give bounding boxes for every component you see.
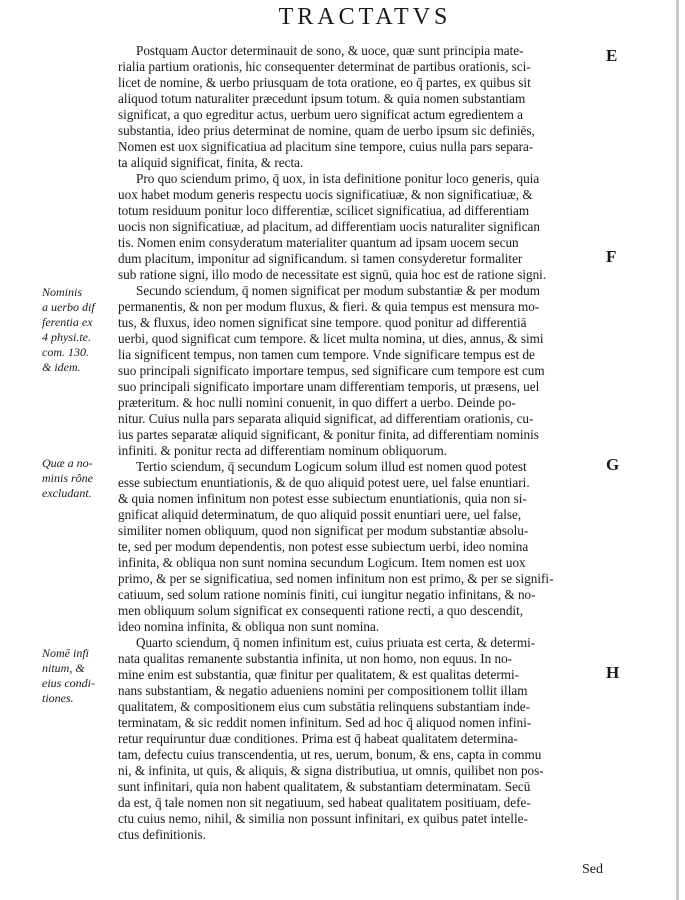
margin-note-line: eius condi- [42,676,95,690]
text-line: retur requiruntur duæ conditiones. Prima est q̄ habeat qualitatem determina- [118,731,518,746]
page-edge [676,0,679,900]
text-line: uocis non significatiuæ, ad placitum, ad differentiam uocis naturaliter significan [118,219,541,234]
text-line: primo, & per se significatiua, sed nomen infinitum non est primo, & per se signifi- [118,571,554,586]
text-line: suo principali significato importare unam differentiam temporis, ut præsens, uel [118,379,540,394]
text-line: Postquam Auctor determinauit de sono, & uoce, quæ sunt principia mate- [136,43,524,58]
margin-note-line: ferentia ex [42,315,93,329]
text-line: ctu cuius nemo, nihil, & similia non possunt infinitari, ex quibus patet intelle- [118,811,528,826]
text-line: esse subiectum enuntiationis, & de quo aliquid potest uere, uel false enuntiari. [118,475,530,490]
text-line: te, sed per modum dependentis, non potest esse subiectum uerbi, ideo nomina [118,539,529,554]
margin-note-line: Quæ a no- [42,456,93,470]
margin-letter-f: F [606,247,617,266]
text-line: uox habet modum generis respectu uocis significatiuæ, & non significatiuæ, & [118,187,533,202]
text-line: totum residuum ponitur loco differentiæ, scilicet significatiua, ad differentiam [118,203,530,218]
margin-note-line: tiones. [42,691,74,705]
text-line: præteritum. & hoc nulli nomini conuenit, in quo differt a uerbo. Deinde po- [118,395,516,410]
margin-note-line: excludant. [42,486,92,500]
text-line: terminatam, & sic reddit nomen infinitum. Sed ad hoc q̄ aliquod nomen infini- [118,715,532,730]
margin-note-line: Nominis [42,285,83,299]
margin-note-nomen-infinitum [42,646,122,706]
running-head: TRACTATVS [278,4,452,30]
text-line: similiter nomen obliquum, quod non significat per modum substantiæ absolu- [118,523,529,538]
margin-note-line: Nomē infi [42,646,89,660]
margin-letter-h: H [606,663,620,682]
text-line: rialia partium orationis, hic consequenter determinat de partibus orationis, sci- [118,59,531,74]
text-line: Secundo sciendum, q̄ nomen significat per modum substantiæ & per modum [136,283,540,298]
text-line: Tertio sciendum, q̄ secundum Logicum solum illud est nomen quod potest [136,459,527,474]
text-line: tus, & fluxus, ideo nomen significat sine tempore. quod ponitur ad differentiā [118,315,527,330]
text-line: tam, defectu cuius transcendentia, ut res, uerum, bonum, & ens, capta in commu [118,747,542,762]
margin-letter-g: G [606,455,620,474]
text-line: gnificat aliquid determinatum, de quo aliquid possit enuntiari uere, uel false, [118,507,522,522]
text-line: lia significent tempus, non tamen cum tempore. Vnde significare tempus est de [118,347,535,362]
text-line: suo principali significato importare tempus, sed significare cum tempore est cum [118,363,545,378]
text-line: Quarto sciendum, q̄ nomen infinitum est, cuius priuata est certa, & determi- [136,635,536,650]
text-line: significat, a quo egreditur actus, uerbum uero significat actum egredientem a [118,107,524,122]
text-line: nans substantiam, & negatio adueniens nomini per compositionem tollit illam [118,683,528,698]
text-line: aliquod totum naturaliter præcedunt ipsum totum. & quia nomen substantiam [118,91,526,106]
text-line: substantia, ideo prius determinat de nomine, quam de uerbo ipsum sic definiēs, [118,123,535,138]
text-line: mine enim est substantia, quæ finitur per qualitatem, & est qualitas determi- [118,667,520,682]
text-line: ta aliquid significat, finita, & recta. [118,155,304,170]
margin-note-line: a uerbo dif [42,300,95,314]
text-line: ni, & infinita, ut quis, & aliquis, & signa distributiua, ut omnis, quilibet non pos- [118,763,544,778]
text-line: permanentis, & non per modum fluxus, & fieri. & quia tempus est mensura mo- [118,299,540,314]
text-line: catiuum, sed solum ratione nominis finiti, cui iungitur negatio infinitans, & no- [118,587,536,602]
text-line: sub ratione signi, illo modo de necessitate est signū, quia hoc est de ratione signi. [118,267,547,282]
text-line: nata qualitas remanente substantia infinita, ut non homo, non equus. In no- [118,651,513,666]
margin-note-line: 4 physi.te. [42,330,91,344]
text-line: uerbi, quod significat cum tempore. & licet multa nomina, ut dies, annus, & simi [118,331,544,346]
margin-note-quae [42,456,122,501]
text-line: Pro quo sciendum primo, q̄ uox, in ista definitione ponitur loco generis, quia [136,171,540,186]
main-text-column [118,43,593,843]
margin-note-line: minis rône [42,471,93,485]
catchword: Sed [582,862,603,877]
text-line: dum placitum, imponitur ad significandum. si tamen consyderetur formaliter [118,251,523,266]
text-line: infinita, & obliqua non sunt nomina secundum Logicum. Item nomen est uox [118,555,526,570]
text-line: licet de nomine, & uerbo priusquam de tota oratione, eo q̄ partes, ex quibus sit [118,75,531,90]
margin-note-line: nitum, & [42,661,85,675]
text-line: Nomen est uox significatiua ad placitum sine tempore, cuius nulla pars separa- [118,139,534,154]
margin-letter-e: E [606,46,618,65]
text-line: sunt infinitari, quia non habent qualitatem, & substantiam determinatam. Secū [118,779,531,794]
text-line: infiniti. & ponitur recta ad differentiam nominum obliquorum. [118,443,448,458]
margin-note-line: com. 130. [42,345,89,359]
text-line: da est, q̄ tale nomen non sit negatiuum, sed habeat qualitatem positiuam, defe- [118,795,531,810]
text-line: tis. Nomen enim consyderatum materialiter quantum ad ipsam uocem secun [118,235,519,250]
text-line: & quia nomen infinitum non potest esse subiectum enuntiationis, quia non si- [118,491,527,506]
margin-note-nominis [42,285,122,375]
text-line: ctus definitionis. [118,827,206,842]
margin-note-line: & idem. [42,360,81,374]
text-line: ideo nomina infinita, & obliqua non sunt nomina. [118,619,380,634]
text-line: men obliquum solum significat ex consequenti ratione recti, a quo descendit, [118,603,524,618]
text-line: ius partes separatæ aliquid significant, & ponitur finita, ad differentiam nominis [118,427,539,442]
text-line: qualitatem, & compositionem eius cum substātia relinquens substantiam inde- [118,699,531,714]
text-line: nitur. Cuius nulla pars separata aliquid significat, ad differentiam orationis, cu- [118,411,534,426]
